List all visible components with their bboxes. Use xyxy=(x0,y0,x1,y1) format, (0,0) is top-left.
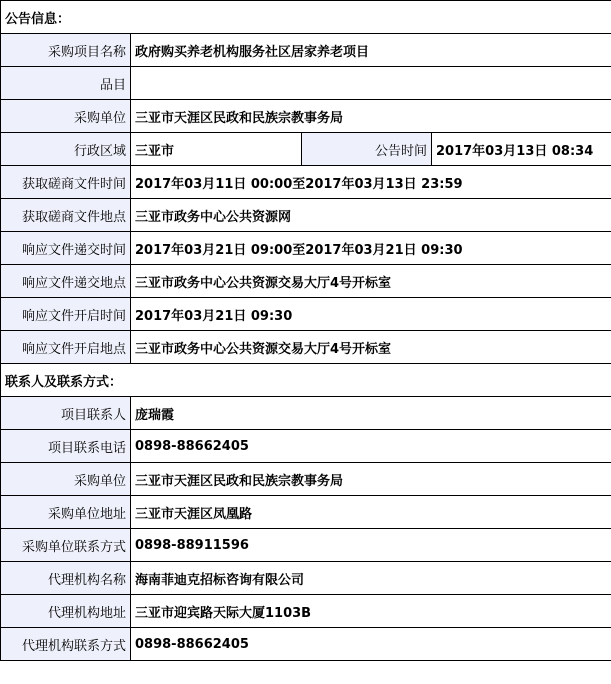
table-row xyxy=(1,595,611,628)
table-row xyxy=(1,100,611,133)
row-value xyxy=(131,67,611,100)
row-label: 代理机构联系方式 xyxy=(1,628,131,661)
table-row xyxy=(1,397,611,430)
row-value: 三亚市政务中心公共资源交易大厅4号开标室 xyxy=(131,331,611,364)
row-value: 0898-88911596 xyxy=(131,529,611,562)
row-value: 0898-88662405 xyxy=(131,430,611,463)
table-row xyxy=(1,463,611,496)
notice-section-header xyxy=(1,1,611,34)
table-row xyxy=(1,496,611,529)
row-label: 采购项目名称 xyxy=(1,34,131,67)
row-label: 响应文件递交时间 xyxy=(1,232,131,265)
table-row xyxy=(1,232,611,265)
section-title: 公告信息： xyxy=(1,1,611,34)
row-label: 项目联系电话 xyxy=(1,430,131,463)
row-label: 采购单位地址 xyxy=(1,496,131,529)
row-label: 响应文件递交地点 xyxy=(1,265,131,298)
region-label: 行政区域 xyxy=(1,133,131,166)
row-label: 获取磋商文件时间 xyxy=(1,166,131,199)
table-row xyxy=(1,265,611,298)
row-label: 品目 xyxy=(1,67,131,100)
row-label: 采购单位 xyxy=(1,100,131,133)
row-value: 三亚市政务中心公共资源交易大厅4号开标室 xyxy=(131,265,611,298)
table-row xyxy=(1,430,611,463)
row-value: 2017年03月11日 00:00至2017年03月13日 23:59 xyxy=(131,166,611,199)
table-row xyxy=(1,529,611,562)
row-label: 代理机构地址 xyxy=(1,595,131,628)
row-value: 三亚市政务中心公共资源网 xyxy=(131,199,611,232)
row-value: 0898-88662405 xyxy=(131,628,611,661)
row-value: 三亚市天涯区民政和民族宗教事务局 xyxy=(131,100,611,133)
row-value: 庞瑞霞 xyxy=(131,397,611,430)
table-row xyxy=(1,628,611,661)
table-row xyxy=(1,166,611,199)
row-value: 三亚市天涯区民政和民族宗教事务局 xyxy=(131,463,611,496)
row-label: 获取磋商文件地点 xyxy=(1,199,131,232)
region-value: 三亚市 xyxy=(131,133,302,166)
row-value: 政府购买养老机构服务社区居家养老项目 xyxy=(131,34,611,67)
table-row xyxy=(1,298,611,331)
row-value: 三亚市迎宾路天际大厦1103B xyxy=(131,595,611,628)
section-title: 联系人及联系方式： xyxy=(1,364,611,397)
row-label: 代理机构名称 xyxy=(1,562,131,595)
notice-time-value: 2017年03月13日 08:34 xyxy=(432,133,611,166)
row-value: 海南菲迪克招标咨询有限公司 xyxy=(131,562,611,595)
table-row xyxy=(1,133,611,166)
table-row xyxy=(1,67,611,100)
notice-time-label: 公告时间 xyxy=(302,133,432,166)
table-row xyxy=(1,199,611,232)
row-label: 采购单位 xyxy=(1,463,131,496)
table-row xyxy=(1,331,611,364)
contact-section-header xyxy=(1,364,611,397)
table-row xyxy=(1,34,611,67)
row-label: 响应文件开启地点 xyxy=(1,331,131,364)
row-label: 采购单位联系方式 xyxy=(1,529,131,562)
table-row xyxy=(1,562,611,595)
row-label: 项目联系人 xyxy=(1,397,131,430)
row-value: 2017年03月21日 09:00至2017年03月21日 09:30 xyxy=(131,232,611,265)
row-value: 2017年03月21日 09:30 xyxy=(131,298,611,331)
row-value: 三亚市天涯区凤凰路 xyxy=(131,496,611,529)
row-label: 响应文件开启时间 xyxy=(1,298,131,331)
